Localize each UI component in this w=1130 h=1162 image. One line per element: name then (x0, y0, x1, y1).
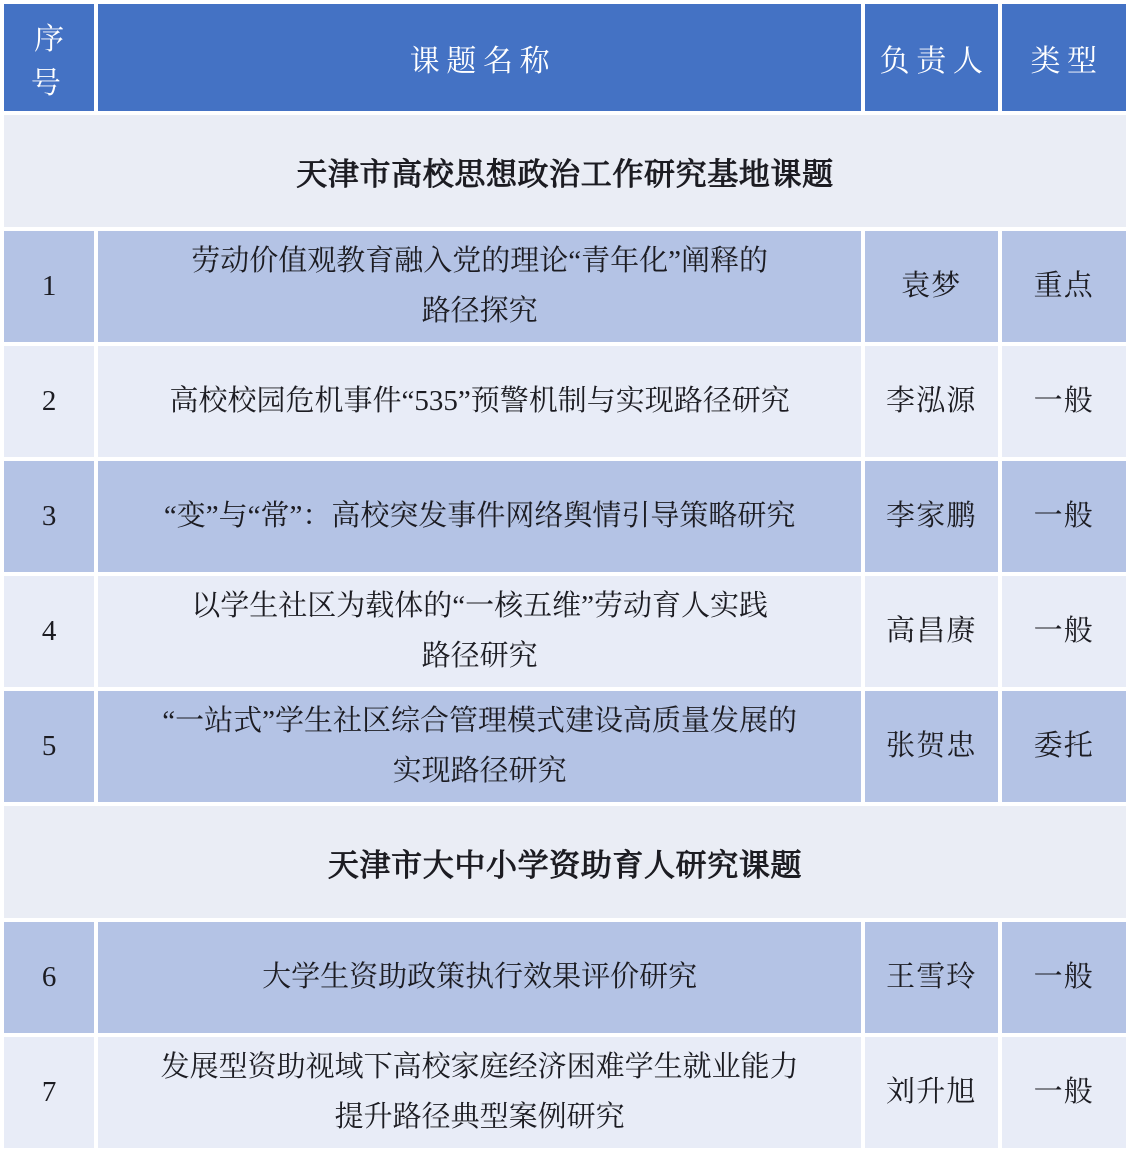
topic-title (98, 346, 861, 457)
topic-type: 重点 (1002, 231, 1126, 342)
topic-title-line: 提升路径典型案例研究 (334, 1100, 625, 1133)
col-header-topic-name: 课题名称 (98, 4, 861, 111)
table-row (4, 691, 1126, 802)
table-header-row (4, 4, 1126, 111)
topic-title (98, 922, 861, 1033)
table-row (4, 346, 1126, 457)
table-row (4, 231, 1126, 342)
topic-type: 一般 (1002, 346, 1126, 457)
row-number: 2 (4, 346, 94, 457)
row-number: 7 (4, 1037, 94, 1148)
leader-name: 李家鹏 (865, 461, 997, 572)
topic-title-line: 以学生社区为载体的“一核五维”劳动育人实践 (191, 590, 769, 623)
topic-title-line: 实现路径研究 (392, 754, 567, 787)
topic-title-line: 发展型资助视域下高校家庭经济困难学生就业能力 (160, 1051, 799, 1084)
topic-title (98, 576, 861, 687)
topic-title-line: 大学生资助政策执行效果评价研究 (262, 960, 698, 993)
topic-title (98, 1037, 861, 1148)
topic-title (98, 231, 861, 342)
col-header-type: 类型 (1002, 4, 1126, 111)
section-title: 天津市大中小学资助育人研究课题 (4, 806, 1126, 918)
topic-type: 一般 (1002, 1037, 1126, 1148)
table-row (4, 461, 1126, 572)
table-row (4, 1037, 1126, 1148)
section-header-funding-topics (4, 806, 1126, 918)
topic-type: 一般 (1002, 576, 1126, 687)
table-row (4, 576, 1126, 687)
topic-type: 委托 (1002, 691, 1126, 802)
leader-name: 刘升旭 (865, 1037, 997, 1148)
section-header-base-topics (4, 115, 1126, 227)
topic-title-line: “变”与“常”：高校突发事件网络舆情引导策略研究 (163, 499, 796, 532)
topic-title-line: 路径研究 (421, 639, 538, 672)
leader-name: 袁梦 (865, 231, 997, 342)
col-header-index: 序号 (4, 4, 94, 111)
leader-name: 李泓源 (865, 346, 997, 457)
topic-title (98, 461, 861, 572)
topic-title-line: 劳动价值观教育融入党的理论“青年化”阐释的 (191, 245, 769, 278)
topic-title-line: 高校校园危机事件“535”预警机制与实现路径研究 (169, 384, 790, 417)
section-title: 天津市高校思想政治工作研究基地课题 (4, 115, 1126, 227)
topic-title-line: “一站式”学生社区综合管理模式建设高质量发展的 (162, 705, 798, 738)
leader-name: 张贺忠 (865, 691, 997, 802)
topic-type: 一般 (1002, 922, 1126, 1033)
col-header-leader: 负责人 (865, 4, 997, 111)
leader-name: 高昌赓 (865, 576, 997, 687)
table-row (4, 922, 1126, 1033)
row-number: 3 (4, 461, 94, 572)
topic-title (98, 691, 861, 802)
leader-name: 王雪玲 (865, 922, 997, 1033)
topic-type: 一般 (1002, 461, 1126, 572)
row-number: 1 (4, 231, 94, 342)
topic-title-line: 路径探究 (421, 294, 538, 327)
row-number: 6 (4, 922, 94, 1033)
row-number: 4 (4, 576, 94, 687)
row-number: 5 (4, 691, 94, 802)
